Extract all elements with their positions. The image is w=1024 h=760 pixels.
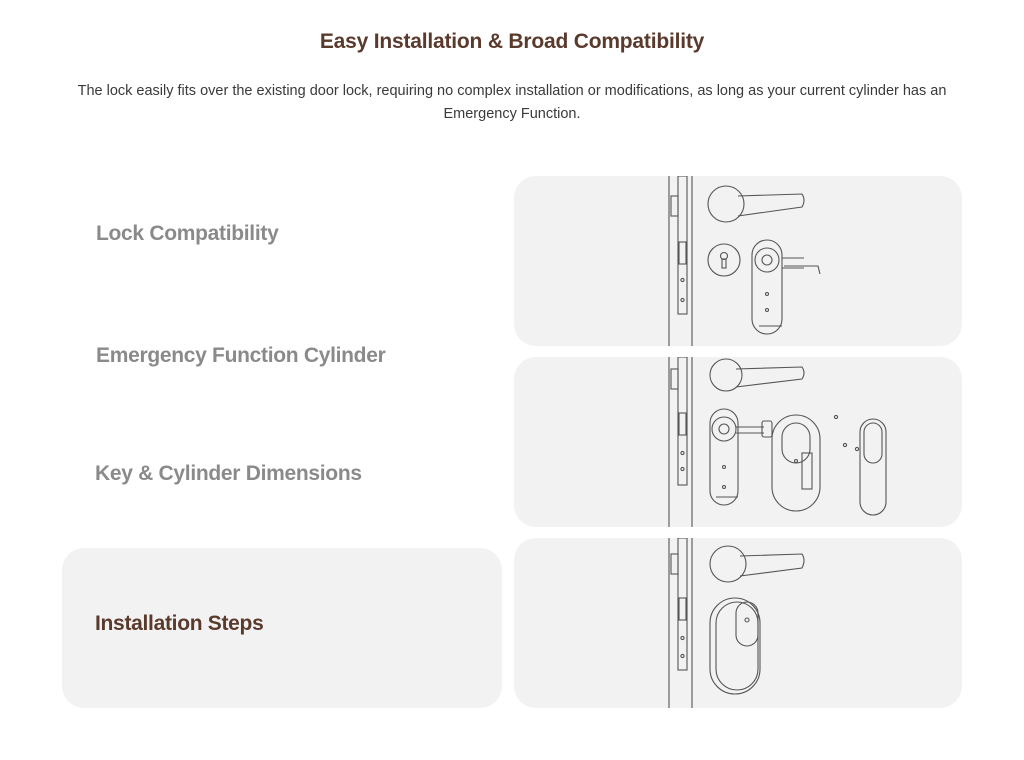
page-description: The lock easily fits over the existing door lock, requiring no complex installation or modifications, as long as your current cylinder has an Emergency Function. — [77, 83, 947, 122]
illustration-panel-3 — [514, 538, 962, 708]
lock-mounting-plate-icon — [514, 176, 962, 346]
feature-tab-lock-compatibility[interactable]: Lock Compatibility — [96, 222, 279, 245]
illustration-panel-2 — [514, 357, 962, 527]
feature-tab-key-cylinder-dimensions[interactable]: Key & Cylinder Dimensions — [95, 462, 362, 485]
feature-tab-emergency-function-cylinder[interactable]: Emergency Function Cylinder — [96, 344, 386, 367]
page-title: Easy Installation & Broad Compatibility — [319, 30, 705, 53]
lock-assembly-exploded-icon — [514, 357, 962, 527]
illustration-panel-1 — [514, 176, 962, 346]
installed-smart-lock-icon — [514, 538, 962, 708]
feature-tab-installation-steps[interactable]: Installation Steps — [95, 612, 264, 635]
